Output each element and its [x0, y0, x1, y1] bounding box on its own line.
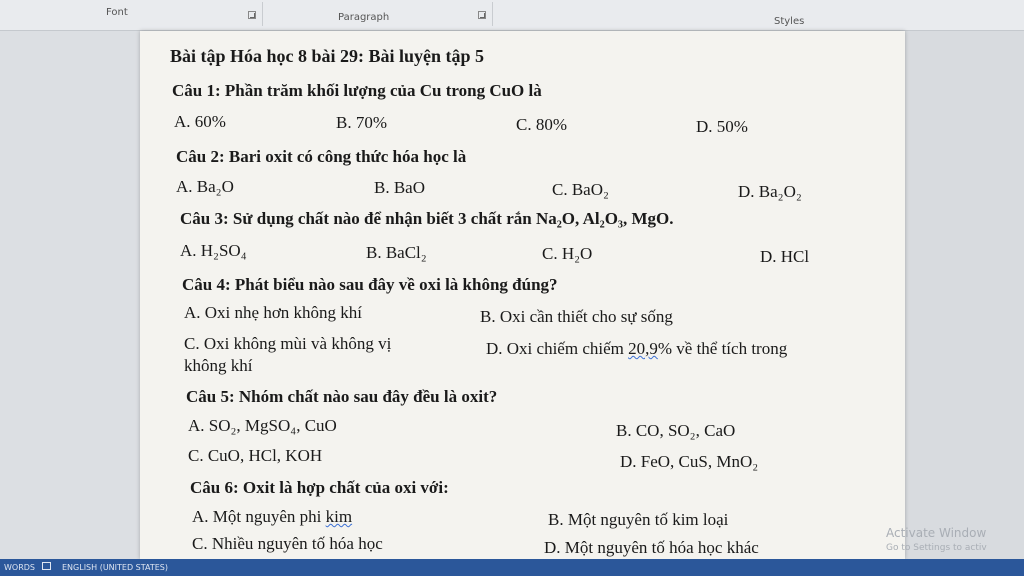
- question-1: Câu 1: Phần trăm khối lượng của Cu trong CuO là: [172, 81, 542, 100]
- question-4: Câu 4: Phát biểu nào sau đây về oxi là không đúng?: [182, 275, 558, 294]
- q6-option-a: A. Một nguyên phi kim: [192, 507, 353, 526]
- q2-option-b: B. BaO: [374, 178, 425, 197]
- q5-option-d: D. FeO, CuS, MnO₂: [620, 452, 759, 471]
- q3-option-d: D. HCl: [760, 247, 810, 266]
- q4-option-a: A. Oxi nhẹ hơn không khí: [184, 303, 363, 322]
- q3-option-c: C. H₂O: [542, 244, 593, 263]
- q1-option-d: D. 50%: [696, 117, 748, 136]
- ribbon-separator: [262, 2, 263, 26]
- q6-option-d: D. Một nguyên tố hóa học khác: [544, 538, 759, 557]
- document-title: Bài tập Hóa học 8 bài 29: Bài luyện tập 5: [170, 46, 485, 66]
- font-group-label: Font: [106, 7, 128, 18]
- q4-option-d: D. Oxi chiếm chiếm 20,9% về thể tích trong: [486, 339, 788, 358]
- question-3: Câu 3: Sử dụng chất nào để nhận biết 3 chất rắn Na₂O, Al₂O₃, MgO.: [180, 209, 674, 228]
- q5-option-b: B. CO, SO₂, CaO: [616, 421, 736, 440]
- styles-group-label: Styles: [774, 16, 805, 27]
- activation-watermark-title: Activate Window: [886, 526, 987, 540]
- q2-option-a: A. Ba₂O: [176, 177, 234, 196]
- activation-watermark-subtitle: Go to Settings to activ: [886, 543, 987, 553]
- status-bar: [0, 559, 1024, 576]
- language-indicator[interactable]: ENGLISH (UNITED STATES): [62, 563, 168, 572]
- document-canvas-right: [905, 31, 1024, 559]
- spellcheck-flag[interactable]: 20,9: [628, 339, 658, 358]
- q1-option-a: A. 60%: [174, 112, 226, 131]
- q2-option-c: C. BaO₂: [552, 180, 609, 199]
- q1-option-b: B. 70%: [336, 113, 387, 132]
- q3-option-b: B. BaCl₂: [366, 243, 427, 262]
- q3-option-a: A. H₂SO₄: [180, 241, 247, 260]
- font-dialog-launcher-icon[interactable]: [248, 11, 256, 19]
- document-canvas-left: [0, 31, 140, 559]
- ribbon: [0, 0, 1024, 31]
- ribbon-separator: [492, 2, 493, 26]
- question-2: Câu 2: Bari oxit có công thức hóa học là: [176, 147, 467, 166]
- q2-option-d: D. Ba₂O₂: [738, 182, 802, 201]
- q5-option-a: A. SO₂, MgSO₄, CuO: [188, 416, 337, 435]
- q1-option-c: C. 80%: [516, 115, 567, 134]
- proofing-icon[interactable]: [42, 562, 51, 570]
- q6-option-c: C. Nhiều nguyên tố hóa học: [192, 534, 383, 553]
- paragraph-dialog-launcher-icon[interactable]: [478, 11, 486, 19]
- question-5: Câu 5: Nhóm chất nào sau đây đều là oxit?: [186, 387, 498, 406]
- q5-option-c: C. CuO, HCl, KOH: [188, 446, 323, 465]
- word-count[interactable]: WORDS: [4, 563, 36, 572]
- paragraph-group-label: Paragraph: [338, 12, 390, 23]
- q4-option-b: B. Oxi cần thiết cho sự sống: [480, 307, 673, 326]
- q4-option-c: C. Oxi không mùi và không vị: [184, 334, 392, 353]
- spellcheck-flag[interactable]: kim: [325, 507, 353, 526]
- document-page[interactable]: [140, 31, 905, 559]
- q6-option-b: B. Một nguyên tố kim loại: [548, 510, 729, 529]
- q4-option-c-continued: không khí: [184, 356, 253, 375]
- question-6: Câu 6: Oxit là hợp chất của oxi với:: [190, 478, 449, 497]
